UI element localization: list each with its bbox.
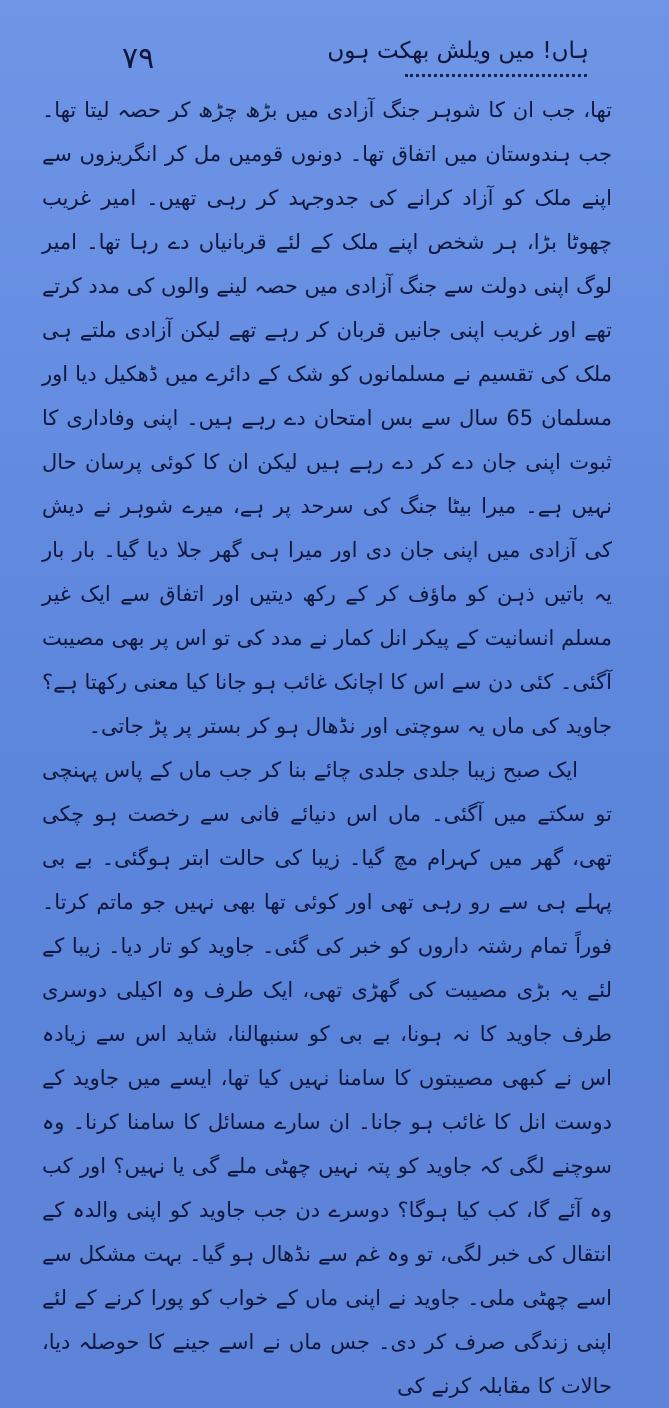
running-title: ہاں! میں ویلش بھکت ہوں xyxy=(327,38,589,64)
paragraph-2: ایک صبح زیبا جلدی جلدی چائے بنا کر جب ماں کے پاس پہنچی تو سکتے میں آگئی۔ ماں اس دنیائے فانی سے رخصت ہو چکی تھی، گھر میں کہرام مچ گیا۔ زیبا کی حالت ابتر ہوگئی۔ بے بی پہلے ہی سے رو رہی تھی اور کوئی تھا بھی نہیں جو ماتم کرتا۔ فوراً تمام رشتہ داروں کو خبر کی گئی۔ جاوید کو تار دیا۔ زیبا کے لئے یہ بڑی مصیبت کی گھڑی تھی، ایک طرف وہ اکیلی دوسری طرف جاوید کا نہ ہونا، بے بی کو سنبھالنا، شاید اس سے زیادہ اس نے کبھی مصیبتوں کا سامنا نہیں کیا تھا، ایسے میں جاوید کے دوست انل کا غائب ہو جانا۔ ان سارے مسائل کا سامنا کرنا۔ وہ سوچنے لگی کہ جاوید کو پتہ نہیں چھٹی ملے گی یا نہیں؟ اور کب وہ آئے گا، کب کیا ہوگا؟ دوسرے دن جب جاوید کو اپنی والدہ کے انتقال کی خبر لگی، تو وہ غم سے نڈھال ہو گیا۔ بہت مشکل سے اسے چھٹی ملی۔ جاوید نے اپنی ماں کے خواب کو پورا کرنے کے لئے اپنی زندگی صرف کر دی۔ جس ماں نے اسے جینے کا حوصلہ دیا، حالات کا مقابلہ کرنے کی xyxy=(42,758,612,1398)
paragraph-1: تھا، جب ان کا شوہر جنگ آزادی میں بڑھ چڑھ کر حصہ لیتا تھا۔ جب ہندوستان میں اتفاق تھا۔ دونوں قومیں مل کر انگریزوں سے اپنے ملک کو آزاد کرانے کی جدوجہد کر رہی تھیں۔ امیر غریب چھوٹا بڑا، ہر شخص اپنے ملک کے لئے قربانیاں دے رہا تھا۔ امیر لوگ اپنی دولت سے جنگ آزادی میں حصہ لینے والوں کی مدد کرتے تھے اور غریب اپنی جانیں قربان کر رہے تھے لیکن آزادی ملتے ہی ملک کی تقسیم نے مسلمانوں کو شک کے دائرے میں ڈھکیل دیا اور مسلمان 65 سال سے بس امتحان دے رہے ہیں۔ اپنی وفاداری کا ثبوت اپنی جان دے کر دے رہے ہیں لیکن ان کا کوئی پرسان حال نہیں ہے۔ میرا بیٹا جنگ کی سرحد پر ہے، میرے شوہر نے دیش کی آزادی میں اپنی جان دی اور میرا ہی گھر جلا دیا گیا۔ بار بار یہ باتیں ذہن کو ماؤف کر کے رکھ دیتیں اور اتفاق سے ایک غیر مسلم انسانیت کے پیکر انل کمار نے مدد کی تو اس پر بھی مصیبت آگئی۔ کئی دن سے اس کا اچانک غائب ہو جانا کیا معنی رکھتا ہے؟ جاوید کی ماں یہ سوچتی اور نڈھال ہو کر بستر پر پڑ جاتی۔ xyxy=(42,98,612,738)
page-header xyxy=(0,0,669,92)
header-divider xyxy=(405,74,587,77)
page-number: ۷۹ xyxy=(122,41,155,76)
urdu-body-text xyxy=(42,88,612,1398)
